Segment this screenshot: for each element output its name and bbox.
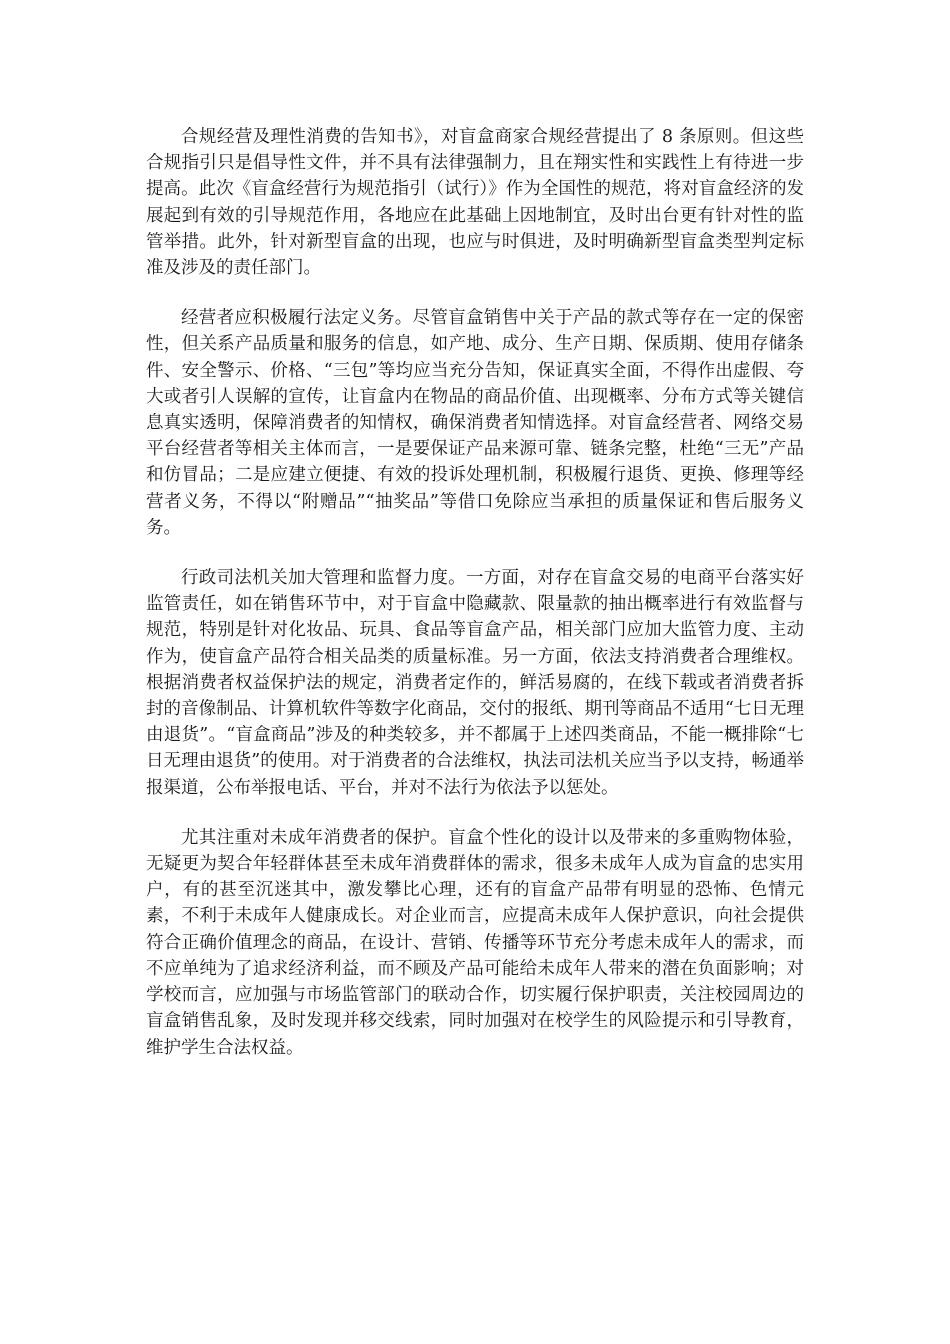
paragraph-minor-protection: 尤其注重对未成年消费者的保护。盲盒个性化的设计以及带来的多重购物体验，无疑更为契合年轻群体甚至未成年消费群体的需求，很多未成年人成为盲盒的忠实用户，有的甚至沉迷其中，激发攀比心理，还有的盲盒产品带有明显的恐怖、色情元素，不利于未成年人健康成长。对企业而言，应提高未成年人保护意识，向社会提供符合正确价值理念的商品，在设计、营销、传播等环节充分考虑未成年人的需求，而不应单纯为了追求经济利益，而不顾及产品可能给未成年人带来的潜在负面影响；对学校而言，应加强与市场监管部门的联动合作，切实履行保护职责，关注校园周边的盲盒销售乱象，及时发现并移交线索，同时加强对在校学生的风险提示和引导教育，维护学生合法权益。 xyxy=(146,827,804,1058)
paragraph-regulatory-supervision: 行政司法机关加大管理和监督力度。一方面，对存在盲盒交易的电商平台落实好监管责任，如在销售环节中，对于盲盒中隐藏款、限量款的抽出概率进行有效监督与规范，特别是针对化妆品、玩具、食品等盲盒产品，相关部门应加大监管力度、主动作为，使盲盒产品符合相关品类的质量标准。另一方面，依法支持消费者合理维权。根据消费者权益保护法的规定，消费者定作的，鲜活易腐的，在线下载或者消费者拆封的音像制品、计算机软件等数字化商品，交付的报纸、期刊等商品不适用“七日无理由退货”。“盲盒商品”涉及的种类较多，并不都属于上述四类商品，不能一概排除“七日无理由退货”的使用。对于消费者的合法维权，执法司法机关应当予以支持，畅通举报渠道，公布举报电话、平台，并对不法行为依法予以惩处。 xyxy=(146,568,804,798)
paragraph-compliance-guidance: 合规经营及理性消费的告知书》，对盲盒商家合规经营提出了 8 条原则。但这些合规指引只是倡导性文件，并不具有法律强制力，且在翔实性和实践性上有待进一步提高。此次《盲盒经营行为规范指引（试行）》作为全国性的规范，将对盲盒经济的发展起到有效的引导规范作用，各地应在此基础上因地制宜，及时出台更有针对性的监管举措。此外，针对新型盲盒的出现，也应与时俱进，及时明确新型盲盒类型判定标准及涉及的责任部门。 xyxy=(146,127,804,279)
document-page xyxy=(146,124,804,1085)
paragraph-operator-obligations: 经营者应积极履行法定义务。尽管盲盒销售中关于产品的款式等存在一定的保密性，但关系产品质量和服务的信息，如产地、成分、生产日期、保质期、使用存储条件、安全警示、价格、“三包”等均应当充分告知，保证真实全面，不得作出虚假、夸大或者引人误解的宣传，让盲盒内在物品的商品价值、出现概率、分布方式等关键信息真实透明，保障消费者的知情权，确保消费者知情选择。对盲盒经营者、网络交易平台经营者等相关主体而言，一是要保证产品来源可靠、链条完整，杜绝“三无”产品和仿冒品；二是应建立便捷、有效的投诉处理机制，积极履行退货、更换、修理等经营者义务，不得以“附赠品”“抽奖品”等借口免除应当承担的质量保证和售后服务义务。 xyxy=(146,308,804,538)
